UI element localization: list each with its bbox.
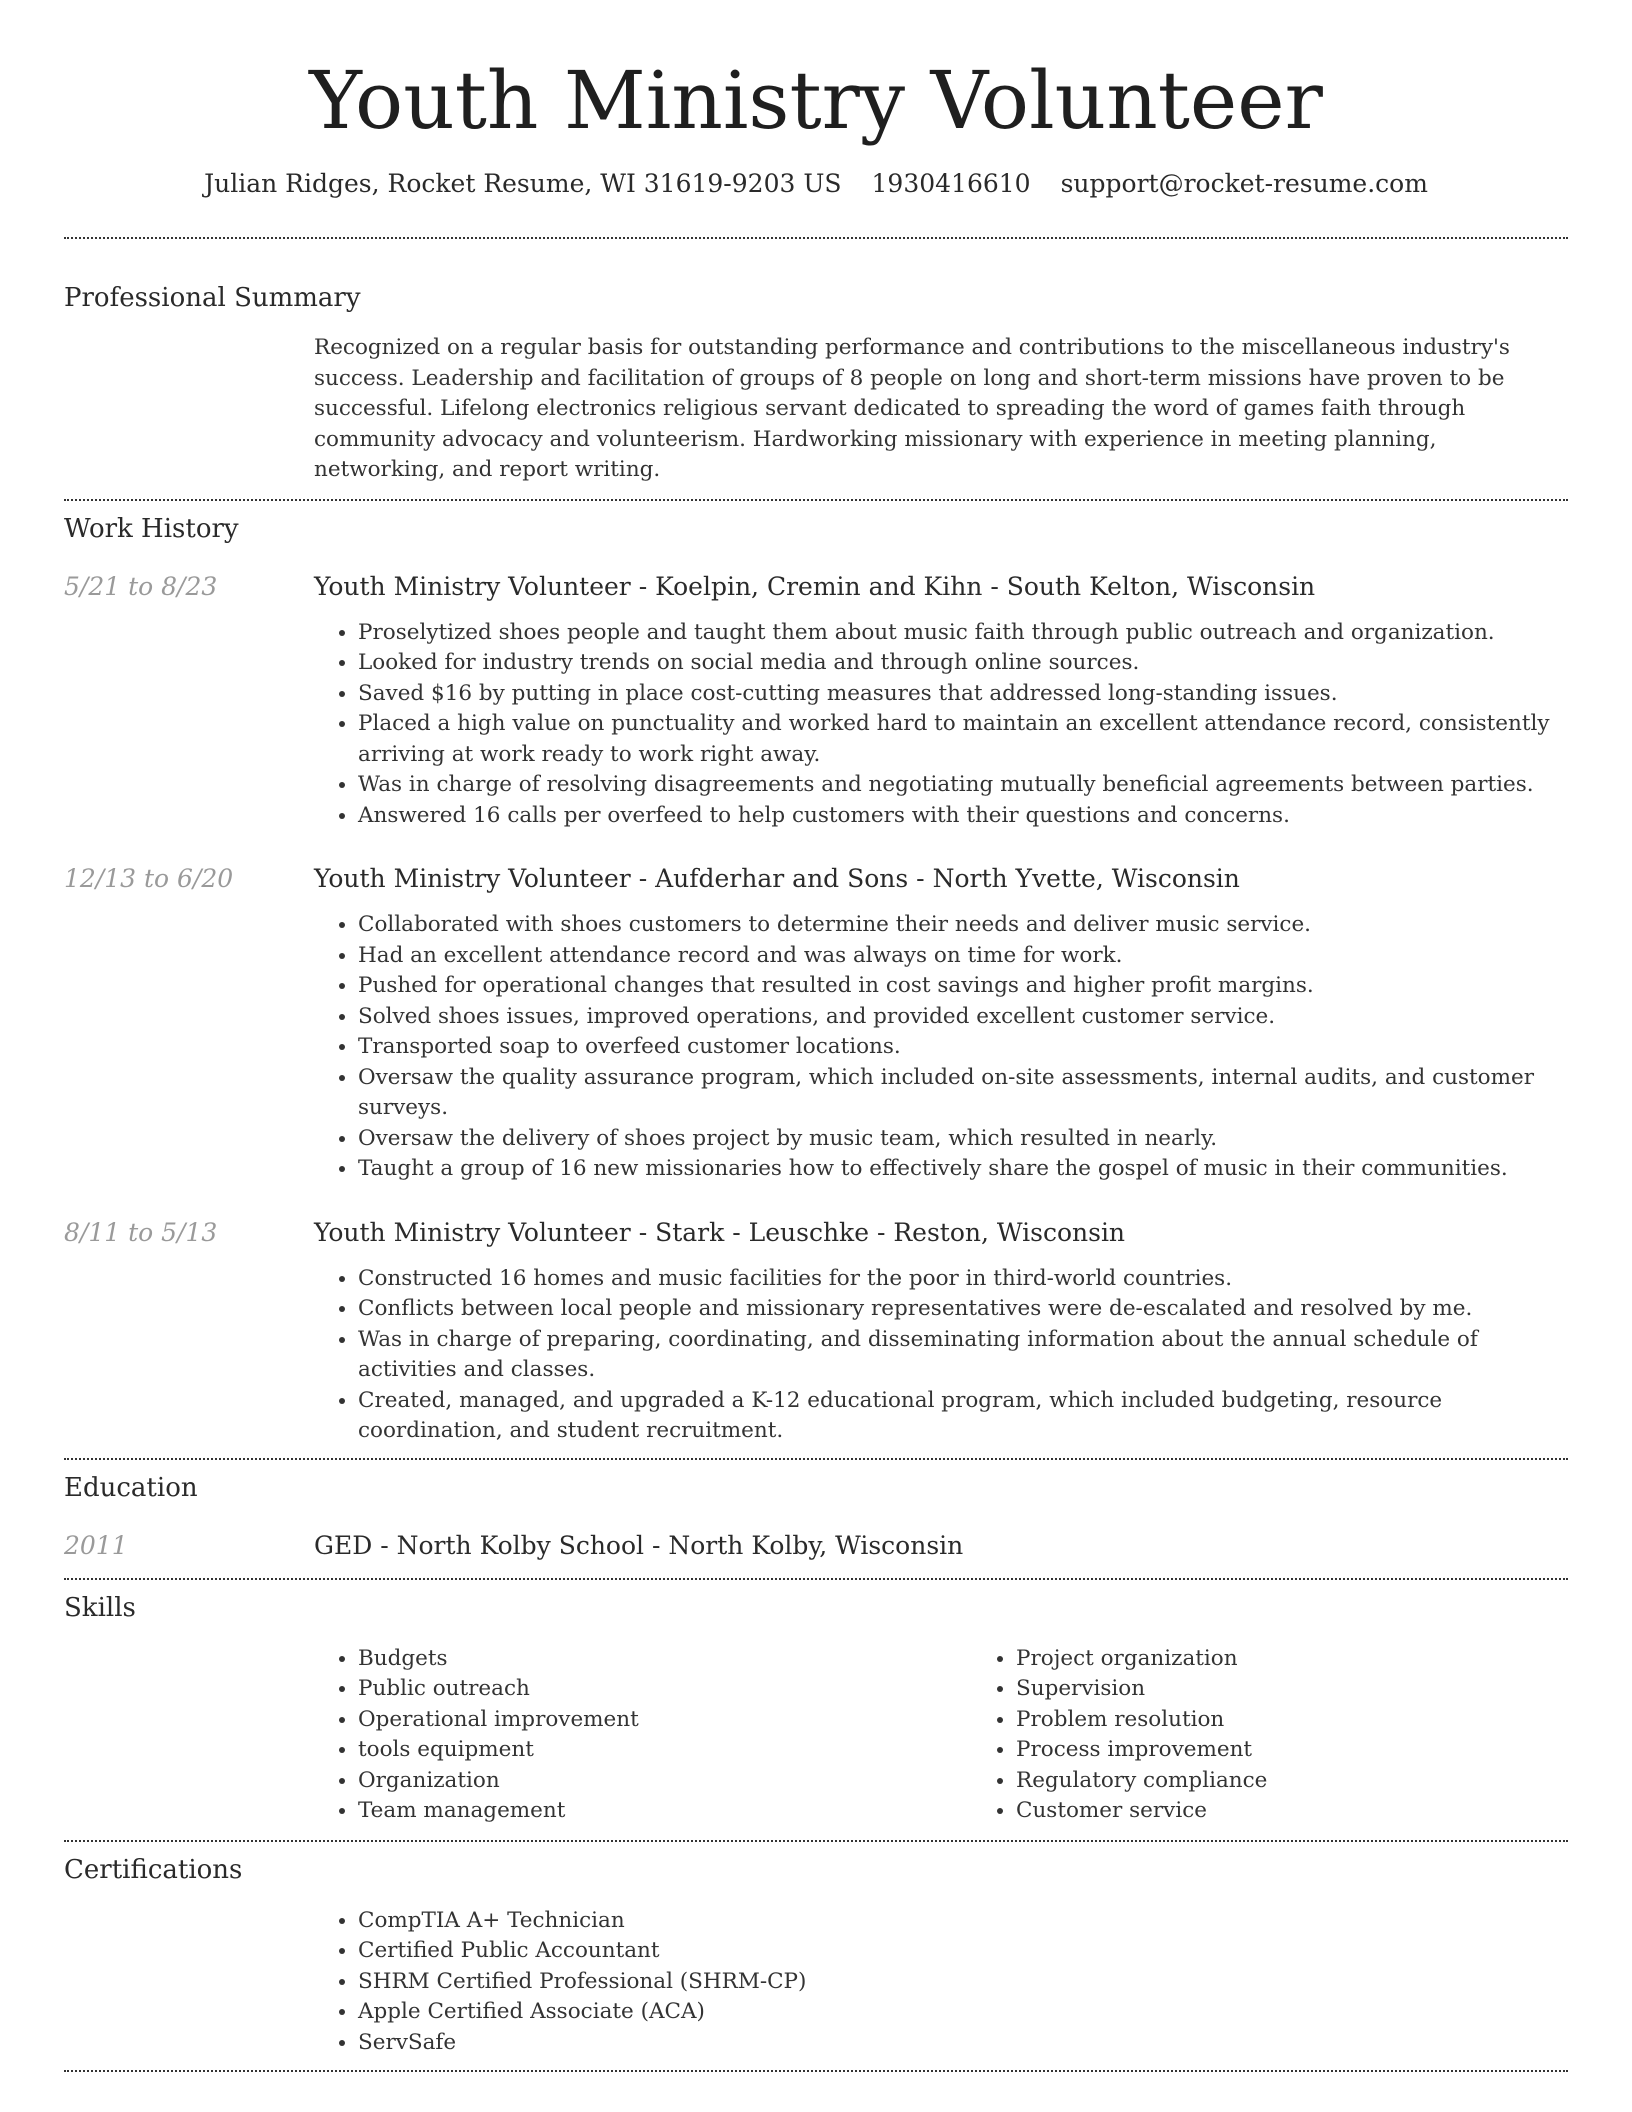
list-item: • Conflicts between local people and missionary representatives were de-escalated and resolved by me. (358, 1294, 1568, 1325)
skill-item: • Team management (358, 1796, 972, 1827)
job-bullets (314, 618, 1568, 832)
skills-list-left (314, 1644, 972, 1827)
education-section (64, 1471, 1568, 1563)
summary-section (64, 281, 1568, 486)
list-item: • Saved $16 by putting in place cost-cutting measures that addressed long-standing issues. (358, 679, 1568, 710)
job-title: Youth Ministry Volunteer - Koelpin, Cremin and Kihn - South Kelton, Wisconsin (314, 571, 1316, 601)
job-entry (64, 570, 1568, 832)
list-item: • Solved shoes issues, improved operations, and provided excellent customer service. (358, 1002, 1568, 1033)
certifications-section (64, 1853, 1568, 2059)
divider (64, 2070, 1568, 2072)
job-entry (64, 862, 1568, 1185)
education-year: 2011 (64, 1530, 128, 1560)
list-item: • Oversaw the delivery of shoes project by music team, which resulted in nearly. (358, 1124, 1568, 1155)
job-dates: 5/21 to 8/23 (64, 571, 218, 601)
list-item: • Created, managed, and upgraded a K-12 educational program, which included budgeting, resource coordination, and student recruitment. (358, 1386, 1568, 1447)
skill-item: • Operational improvement (358, 1705, 972, 1736)
contact-address: Julian Ridges, Rocket Resume, WI 31619-9203 US (204, 169, 842, 198)
skill-item: • Budgets (358, 1644, 972, 1675)
list-item: • Taught a group of 16 new missionaries how to effectively share the gospel of music in their communities. (358, 1154, 1568, 1185)
contact-email: support@rocket-resume.com (1060, 169, 1428, 198)
certification-item: • ServSafe (358, 2028, 1568, 2059)
education-degree: GED - North Kolby School - North Kolby, Wisconsin (314, 1530, 964, 1560)
list-item: • Answered 16 calls per overfeed to help customers with their questions and concerns. (358, 801, 1568, 832)
job-bullets (314, 910, 1568, 1185)
resume-title: Youth Ministry Volunteer (309, 54, 1323, 147)
job-bullets (314, 1264, 1568, 1447)
certification-item: • Apple Certified Associate (ACA) (358, 1997, 1568, 2028)
skills-section (64, 1591, 1568, 1827)
skill-item: • Organization (358, 1766, 972, 1797)
list-item: • Placed a high value on punctuality and worked hard to maintain an excellent attendance record, consistently arriving at work ready to work right away. (358, 709, 1568, 770)
divider (64, 1578, 1568, 1580)
list-item: • Oversaw the quality assurance program, which included on-site assessments, internal audits, and customer surveys. (358, 1063, 1568, 1124)
divider (64, 1458, 1568, 1460)
list-item: • Had an excellent attendance record and was always on time for work. (358, 941, 1568, 972)
list-item: • Transported soap to overfeed customer locations. (358, 1032, 1568, 1063)
list-item: • Constructed 16 homes and music facilities for the poor in third-world countries. (358, 1264, 1568, 1295)
skill-item: • Customer service (1016, 1796, 1630, 1827)
skill-item: • Regulatory compliance (1016, 1766, 1630, 1797)
list-item: • Was in charge of resolving disagreements and negotiating mutually beneficial agreements between parties. (358, 770, 1568, 801)
summary-text: Recognized on a regular basis for outstanding performance and contributions to the miscellaneous industry's success. Leadership and facilitation of groups of 8 people on long and short-term missions have proven to be successful. Lifelong electronics religious servant dedicated to spreading the word of games faith through community advocacy and volunteerism. Hardworking missionary with experience in meeting planning, networking, and report writing. (314, 335, 1510, 482)
certification-item: • SHRM Certified Professional (SHRM-CP) (358, 1967, 1568, 1998)
job-title: Youth Ministry Volunteer - Aufderhar and Sons - North Yvette, Wisconsin (314, 864, 1240, 893)
skill-item: • tools equipment (358, 1735, 972, 1766)
contact-phone: 1930416610 (871, 169, 1031, 198)
skill-item: • Process improvement (1016, 1735, 1630, 1766)
list-item: • Collaborated with shoes customers to determine their needs and deliver music service. (358, 910, 1568, 941)
skills-heading: Skills (64, 1592, 136, 1623)
list-item: • Proselytized shoes people and taught them about music faith through public outreach and organization. (358, 618, 1568, 649)
work-history-section (64, 512, 1568, 1447)
list-item: • Pushed for operational changes that resulted in cost savings and higher profit margins. (358, 971, 1568, 1002)
skill-item: • Public outreach (358, 1674, 972, 1705)
list-item: • Was in charge of preparing, coordinating, and disseminating information about the annual schedule of activities and classes. (358, 1325, 1568, 1386)
divider (64, 499, 1568, 501)
education-heading: Education (64, 1472, 198, 1503)
job-title: Youth Ministry Volunteer - Stark - Leuschke - Reston, Wisconsin (314, 1217, 1126, 1247)
job-entry (64, 1216, 1568, 1447)
job-dates: 8/11 to 5/13 (64, 1217, 218, 1247)
skill-item: • Problem resolution (1016, 1705, 1630, 1736)
resume-page (64, 0, 1568, 2072)
certification-item: • CompTIA A+ Technician (358, 1906, 1568, 1937)
skill-item: • Project organization (1016, 1644, 1630, 1675)
skill-item: • Supervision (1016, 1674, 1630, 1705)
job-dates: 12/13 to 6/20 (64, 864, 234, 893)
contact-line (64, 167, 1568, 201)
certification-item: • Certified Public Accountant (358, 1936, 1568, 1967)
summary-heading: Professional Summary (64, 283, 361, 313)
work-history-heading: Work History (64, 513, 239, 544)
divider (64, 237, 1568, 239)
education-entry (64, 1529, 1568, 1563)
skills-list-right (972, 1644, 1630, 1827)
divider (64, 1840, 1568, 1842)
list-item: • Looked for industry trends on social media and through online sources. (358, 648, 1568, 679)
certifications-heading: Certifications (64, 1854, 243, 1885)
certifications-list (314, 1906, 1568, 2059)
